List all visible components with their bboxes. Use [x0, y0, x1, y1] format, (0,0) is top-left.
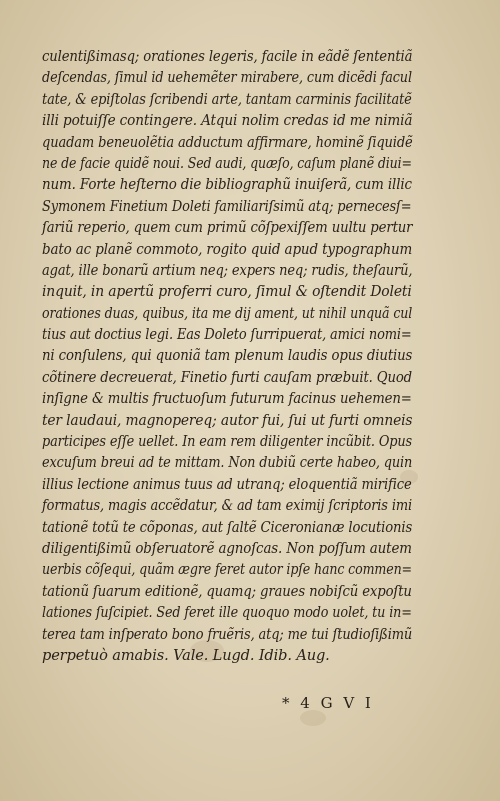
text-line: ni conſulens, qui quoniã tam plenum laudis opus diutius	[42, 347, 413, 365]
text-line: culentißimasq; orationes legeris, facile in eãdẽ ſententiã	[42, 48, 413, 65]
text-line: participes eſſe uellet. In eam rem diligenter incũbit. Opus	[42, 433, 413, 451]
body-text	[42, 46, 412, 666]
text-line: deſcendas, ſimul id uehemẽter mirabere, cum dicẽdi facul	[42, 69, 412, 87]
text-line: tius aut doctius legi. Eas Doleto ſurripuerat, amici nomi=	[42, 326, 412, 344]
text-line: bato ac planẽ commoto, rogito quid apud typographum	[42, 240, 413, 258]
text-line: Symonem Finetium Doleti familiariſsimũ atq; pernecesſ=	[42, 197, 412, 215]
text-line: terea tam inſperato bono fruẽris, atq; me tui ſtudioſißimũ	[42, 625, 413, 643]
text-line: agat, ille bonarũ artium neq; expers neq; rudis, theſaurũ,	[42, 261, 413, 279]
text-line: tationẽ totũ te cõponas, aut ſaltẽ Ciceronianæ locutionis	[42, 518, 413, 536]
text-line: inquit, in apertũ proferri curo, ſimul & oſtendit Doleti	[42, 283, 412, 301]
text-line: cõtinere decreuerat, Finetio furti cauſam præbuit. Quod	[42, 368, 412, 386]
text-line: perpetuò amabis. Vale. Lugd. Idib. Aug.	[42, 646, 330, 664]
text-line: diligentißimũ obſeruatorẽ agnoſcas. Non poſſum autem	[42, 539, 412, 557]
text-line: quadam beneuolẽtia adductum affirmare, hominẽ ſiquidẽ	[42, 133, 413, 151]
text-line: orationes duas, quibus, ita me dij ament, ut nihil unquã cul	[42, 304, 413, 322]
text-line: ter laudaui, magnopereq; autor fui, ſui ut furti omneis	[42, 411, 413, 429]
foxing-stain	[300, 710, 326, 726]
text-line: ſariũ reperio, quem cum primũ cõſpexiſſem uultu pertur	[42, 219, 413, 237]
text-line: tate, & epiſtolas ſcribendi arte, tantam carminis facilitatẽ	[42, 90, 412, 108]
text-line: lationes ſuſcipiet. Sed feret ille quoquo modo uolet, tu in=	[42, 604, 412, 622]
text-line: uerbis cõſequi, quãm ægre feret autor ipſe hanc commen=	[42, 561, 412, 579]
text-line: tationũ ſuarum editionẽ, quamq; graues nobiſcũ expoſtu	[42, 582, 412, 600]
text-line: excuſum breui ad te mittam. Non dubiũ certe habeo, quin	[42, 454, 413, 472]
text-line: illi potuiſſe contingere. Atqui nolim credas id me nimiã	[42, 112, 413, 130]
text-line: formatus, magis accẽdatur, & ad tam eximij ſcriptoris imi	[42, 497, 413, 515]
signature-mark: * 4 G V I	[282, 694, 374, 712]
text-line: illius lectione animus tuus ad utranq; eloquentiã mirifice	[42, 475, 412, 493]
text-line: num. Forte heſterno die bibliographũ inuiſerã, cum illic	[42, 176, 412, 194]
text-line: ne de facie quidẽ noui. Sed audi, quæſo, caſum planẽ diui=	[42, 154, 412, 172]
text-line: inſigne & multis fructuoſum futurum facinus uehemen=	[42, 390, 412, 408]
